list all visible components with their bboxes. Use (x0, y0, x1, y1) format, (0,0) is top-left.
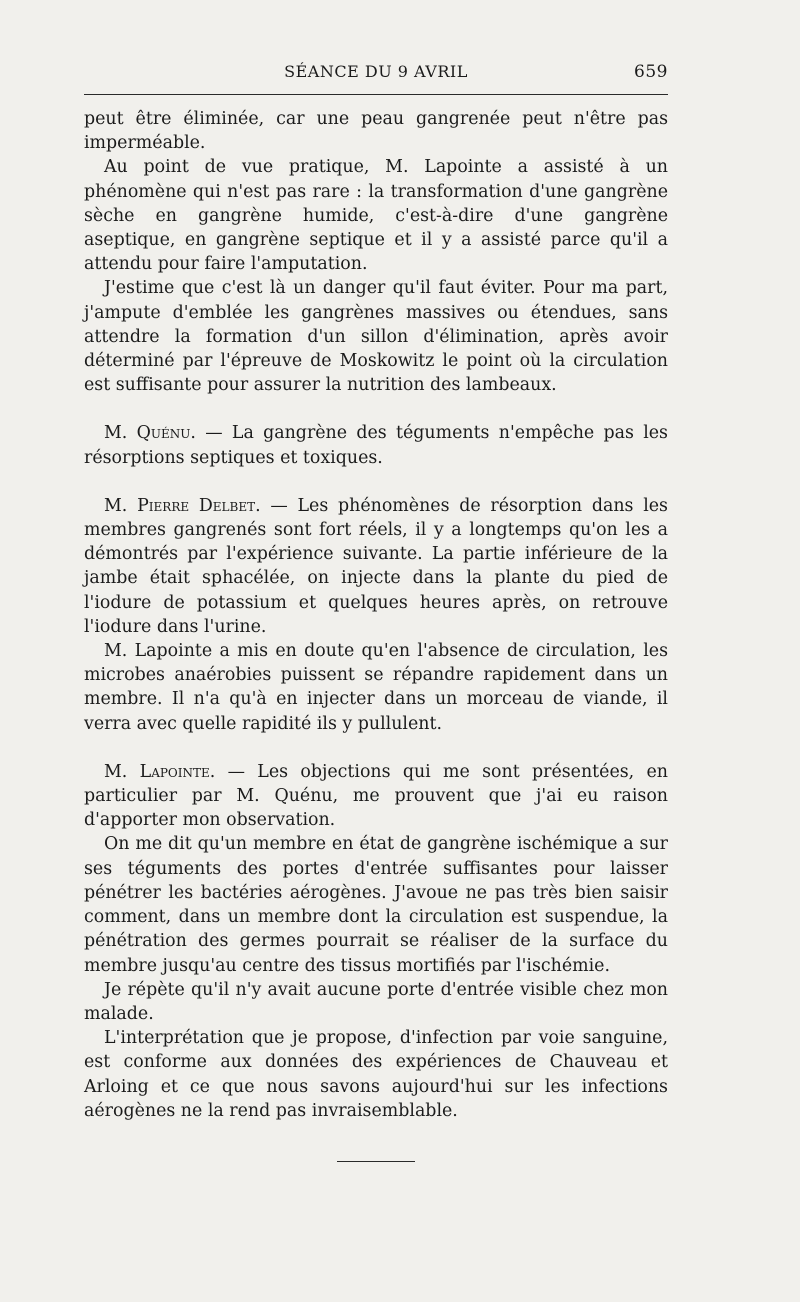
speaker-prefix: M. (104, 761, 140, 782)
paragraph (84, 276, 668, 397)
paragraph-text: L'interprétation que je propose, d'infection par voie sanguine, est conforme aux données des expériences de Chauveau et Arloing et ce que nous savons aujourd'hui sur les infections aérogènes ne la rend pas invraisemblable. (84, 1028, 668, 1121)
page-number: 659 (634, 62, 668, 82)
paragraph (84, 639, 668, 736)
speaker-name: Pierre Delbet (137, 495, 256, 516)
paragraph-text: M. Lapointe a mis en doute qu'en l'absence de circulation, les microbes anaérobies puissent se répandre rapidement dans un membre. Il n'a qu'à en injecter dans un morceau de viande, il verra avec quelle rapidité ils y pullulent. (84, 641, 668, 734)
paragraph-text: . — Les objections qui me sont présentées, en particulier par M. Quénu, me prouvent que j'ai eu raison d'apporter mon observation. (84, 761, 668, 831)
paragraph-text: Au point de vue pratique, M. Lapointe a assisté à un phénomène qui n'est pas rare : la transformation d'une gangrène sèche en gangrène humide, c'est-à-dire d'une gangrène aseptique, en gangrène septique et il y a assisté parce qu'il a attendu pour faire l'amputation. (84, 157, 668, 275)
end-rule (337, 1161, 415, 1162)
book-page (84, 58, 668, 1162)
paragraph (84, 832, 668, 977)
body-text (84, 107, 668, 1123)
paragraph-text: On me dit qu'un membre en état de gangrène ischémique a sur ses téguments des portes d'entrée suffisantes pour laisser pénétrer les bactéries aérogènes. J'avoue ne pas très bien saisir comment, dans un membre dont la circulation est suspendue, la pénétration des germes pourrait se réaliser de la surface du membre jusqu'au centre des tissus mortifiés par l'ischémie. (84, 834, 668, 976)
header-rule (84, 94, 668, 95)
speaker-prefix: M. (104, 423, 137, 444)
paragraph-continuation (84, 107, 668, 155)
running-head (84, 58, 668, 84)
paragraph (84, 155, 668, 276)
speech-quenu (84, 421, 668, 469)
speaker-name: Lapointe (139, 761, 210, 782)
speaker-prefix: M. (104, 495, 138, 516)
running-title: SÉANCE DU 9 AVRIL (284, 62, 468, 81)
paragraph-text: peut être éliminée, car une peau gangrenée peut n'être pas imperméable. (84, 109, 668, 154)
paragraph-text: Je répète qu'il n'y avait aucune porte d'entrée visible chez mon malade. (84, 979, 668, 1024)
paragraph-text: J'estime que c'est là un danger qu'il faut éviter. Pour ma part, j'ampute d'emblée les gangrènes massives ou étendues, sans attendre la formation d'un sillon d'élimination, après avoir déterminé par l'épreuve de Moskowitz le point où la circulation est suffisante pour assurer la nutrition des lambeaux. (84, 278, 668, 396)
paragraph-text: . — Les phénomènes de résorption dans les membres gangrenés sont fort réels, il y a longtemps qu'on les a démontrés par l'expérience suivante. La partie inférieure de la jambe était sphacélée, on injecte dans la plante du pied de l'iodure de potassium et quelques heures après, on retrouve l'iodure dans l'urine. (84, 495, 668, 637)
paragraph (84, 978, 668, 1026)
paragraph-text: . — La gangrène des téguments n'empêche pas les résorptions septiques et toxiques. (84, 423, 668, 468)
speech-lapointe (84, 760, 668, 833)
paragraph (84, 1026, 668, 1123)
speech-delbet (84, 494, 668, 639)
speaker-name: Quénu (136, 423, 191, 444)
